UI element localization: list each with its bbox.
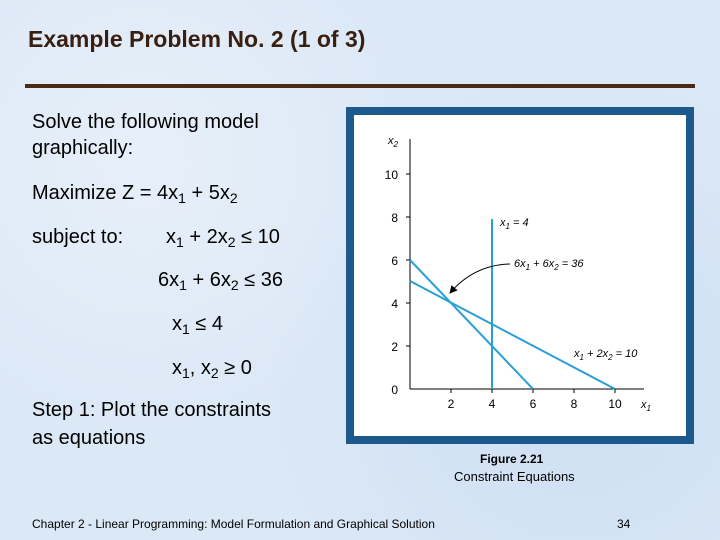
c1-b: + 2x bbox=[183, 226, 228, 248]
constraint-2 bbox=[158, 268, 283, 297]
slide-title: Example Problem No. 2 (1 of 3) bbox=[28, 26, 366, 52]
c4-s1: 1 bbox=[182, 365, 190, 381]
label-x1-eq-4: $x_1 = 4$ bbox=[500, 217, 529, 231]
x-tick-4: 4 bbox=[488, 397, 496, 411]
c3-a: x bbox=[172, 313, 182, 335]
constraint-line-6x1-6x2-eq-36 bbox=[410, 260, 533, 389]
c1-c: ≤ 10 bbox=[235, 226, 280, 248]
c1-s1: 1 bbox=[176, 234, 184, 250]
step-line-2: as equations bbox=[32, 427, 146, 449]
c2-s2: 2 bbox=[230, 277, 239, 293]
x-axis-title: $x_1$ bbox=[641, 399, 651, 413]
y-tick-4: 4 bbox=[391, 297, 398, 311]
constraint-3 bbox=[172, 312, 223, 341]
c3-c: ≤ 4 bbox=[189, 313, 224, 335]
y-tick-2: 2 bbox=[391, 340, 398, 354]
constraint-line-x1-2x2-eq-10 bbox=[410, 281, 615, 389]
y-tick-8: 8 bbox=[391, 211, 398, 225]
x-tick-labels bbox=[448, 397, 622, 411]
label-x1-2x2-eq-10: $x_1 + 2x_2 = 10$ bbox=[574, 348, 638, 362]
footer-page-number: 34 bbox=[617, 517, 631, 531]
c3-s1: 1 bbox=[182, 321, 190, 337]
x-tick-6: 6 bbox=[529, 397, 537, 411]
intro-line-1: Solve the following model bbox=[32, 111, 259, 133]
c2-b: + 6x bbox=[186, 269, 231, 291]
label-6x1-6x2-eq-36: $6x_1 + 6x_2 = 36$ bbox=[514, 258, 584, 272]
intro-line-2: graphically: bbox=[32, 137, 134, 159]
x-tick-10: 10 bbox=[608, 397, 622, 411]
c1-s2: 2 bbox=[227, 234, 236, 250]
c2-a: 6x bbox=[158, 269, 180, 291]
step-line-1: Step 1: Plot the constraints bbox=[32, 399, 272, 421]
figure-caption-subtitle: Constraint Equations bbox=[454, 469, 575, 484]
c1-a: x bbox=[166, 226, 176, 248]
annotation-arrow bbox=[450, 264, 510, 293]
y-axis-title: $x_2$ bbox=[388, 135, 398, 149]
y-tick-0: 0 bbox=[391, 383, 398, 397]
c4-a: x bbox=[172, 357, 182, 379]
figure-caption-title: Figure 2.21 bbox=[480, 452, 544, 466]
figure-frame bbox=[346, 107, 694, 444]
title-divider bbox=[25, 84, 695, 88]
objective-sub-2: 2 bbox=[229, 190, 238, 206]
c2-c: ≤ 36 bbox=[238, 269, 283, 291]
objective-prefix: Maximize Z = 4x bbox=[32, 182, 179, 204]
footer-chapter: Chapter 2 - Linear Programming: Model Formulation and Graphical Solution bbox=[32, 517, 435, 531]
objective-sub-1: 1 bbox=[178, 190, 186, 206]
objective-function bbox=[32, 181, 238, 210]
c2-s1: 1 bbox=[179, 277, 187, 293]
c4-s2: 2 bbox=[210, 365, 219, 381]
constraint-4 bbox=[172, 356, 252, 385]
objective-mid: + 5x bbox=[185, 182, 230, 204]
figure-panel bbox=[354, 115, 686, 436]
constraint-graph bbox=[354, 115, 686, 436]
x-tick-8: 8 bbox=[570, 397, 578, 411]
subject-to-label: subject to: bbox=[32, 226, 124, 248]
y-tick-6: 6 bbox=[391, 254, 398, 268]
y-tick-10: 10 bbox=[384, 168, 398, 182]
c4-c: ≥ 0 bbox=[218, 357, 252, 379]
c4-b: , x bbox=[189, 357, 211, 379]
x-tick-2: 2 bbox=[447, 397, 455, 411]
y-tick-labels bbox=[385, 168, 399, 397]
constraint-1 bbox=[166, 225, 280, 254]
